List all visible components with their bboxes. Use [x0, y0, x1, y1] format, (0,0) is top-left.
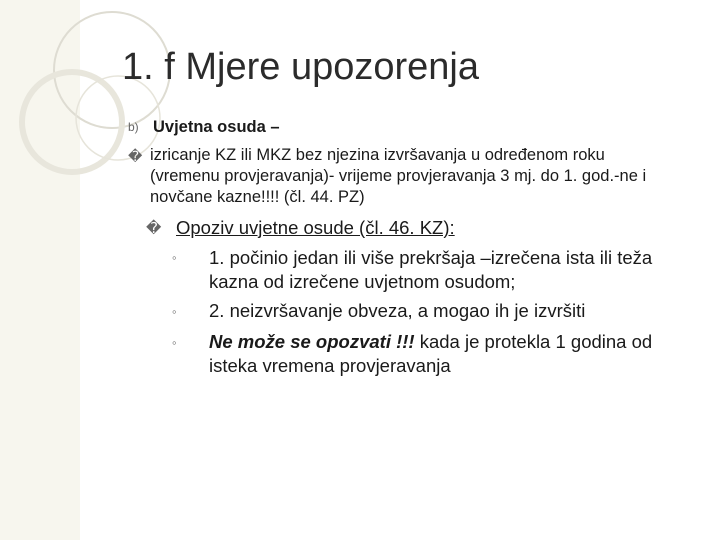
- subheading-opoziv: Opoziv uvjetne osude (čl. 46. KZ):: [176, 217, 455, 238]
- sub-item-line: kazna od izrečene uvjetnom osudom;: [209, 271, 516, 292]
- bullet-text-line: novčane kazne!!!! (čl. 44. PZ): [150, 188, 365, 206]
- sub-bullet-icon: ◦: [172, 304, 177, 319]
- list-marker-b: b): [128, 120, 139, 134]
- emphasis-text: Ne može se opozvati !!!: [209, 331, 415, 352]
- section-heading: Uvjetna osuda –: [153, 118, 280, 136]
- bullet-text-line: (vremenu provjeravanja)- vrijeme provjeravanja 3 mj. do 1. god.-ne i: [150, 167, 647, 185]
- sub-item-line: 1. počinio jedan ili više prekršaja –izrečena ista ili teža: [209, 247, 653, 268]
- sub-bullet-icon: ◦: [172, 250, 177, 265]
- slide-sidebar-band: [0, 0, 80, 540]
- slide-title: 1. f Mjere upozorenja: [122, 46, 479, 88]
- sub-bullet-icon: ◦: [172, 335, 177, 350]
- bullet-icon: �: [128, 148, 143, 164]
- sub-item-rest: kada je protekla 1 godina od: [414, 331, 653, 352]
- sub-item-line: isteka vremena provjeravanja: [209, 355, 451, 376]
- bullet-text-line: izricanje KZ ili MKZ bez njezina izvršavanja u određenom roku: [150, 146, 605, 164]
- sub-item-line: [209, 330, 652, 354]
- bullet-icon: �: [146, 220, 162, 237]
- sub-item-line: 2. neizvršavanje obveza, a mogao ih je izvršiti: [209, 300, 586, 321]
